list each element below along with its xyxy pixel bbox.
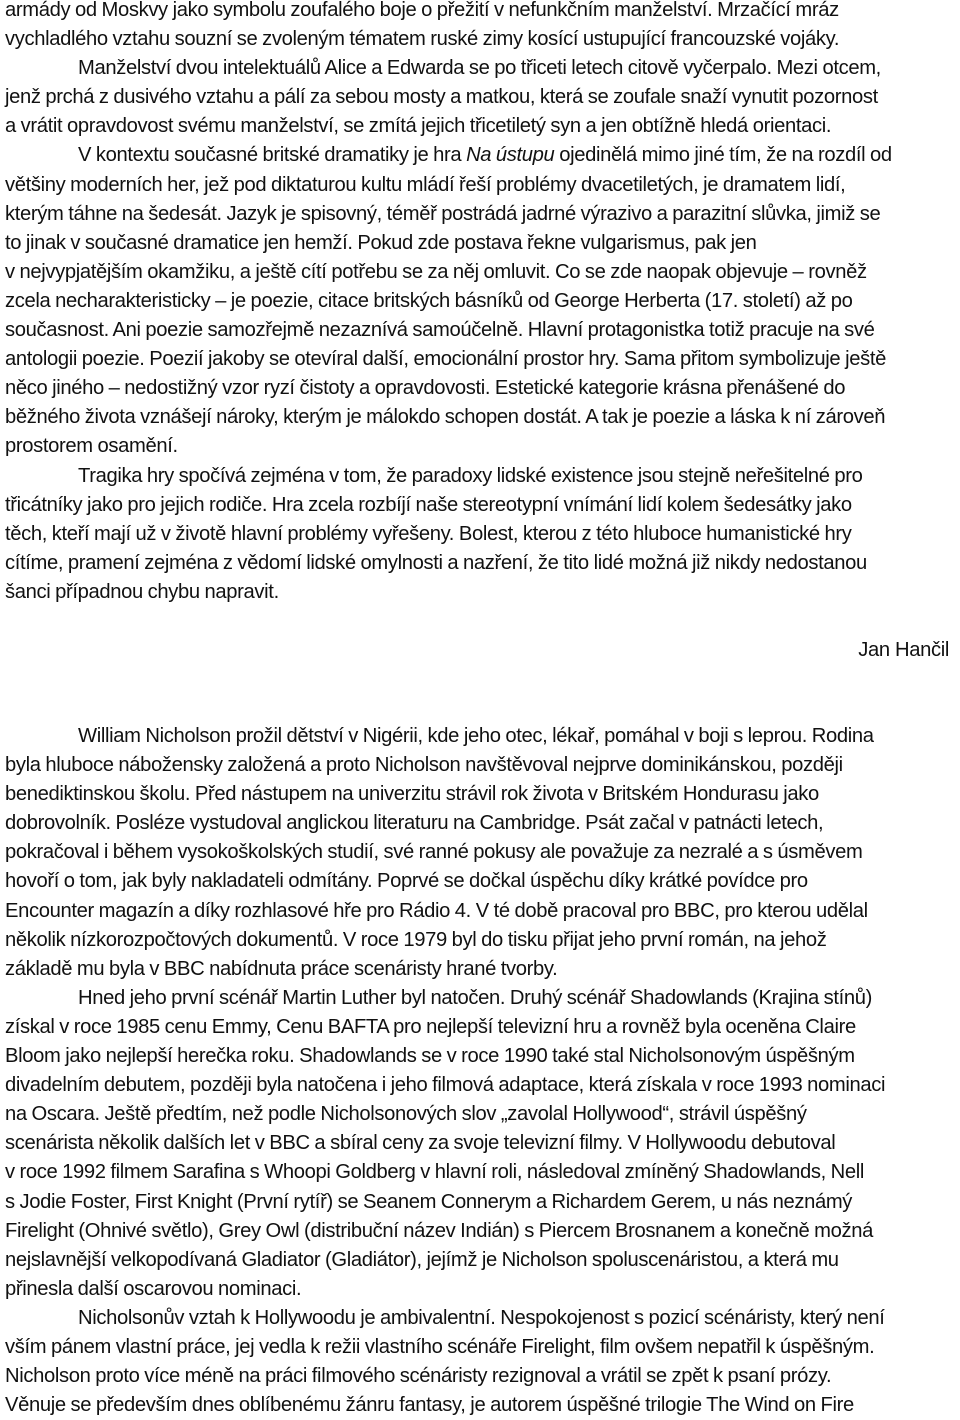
text-line: Nicholson proto více méně na práci filmového scénáristy rezignoval a vrátil se zpět k psaní prózy. [5, 1365, 832, 1388]
text-line: antologii poezie. Poezií jakoby se otevíral další, emocionální prostor hry. Sama přitom symbolizuje ještě [5, 348, 886, 371]
biography-text [5, 722, 955, 1420]
text-line: vychladlého vztahu souzní se zvoleným tématem ruské zimy kosící ustupující francouzské vojáky. [5, 28, 840, 51]
text-line: Hned jeho první scénář Martin Luther byl natočen. Druhý scénář Shadowlands (Krajina stínů) [78, 986, 872, 1009]
text-line: v roce 1992 filmem Sarafina s Whoopi Goldberg v hlavní roli, následoval zmíněný Shadowlands, Nell [5, 1161, 864, 1184]
text-line: a vrátit opravdovost svému manželství, se zmítá jejich třicetiletý syn a jen obtížně hledá orientaci. [5, 115, 832, 138]
text-line: Nicholsonův vztah k Hollywoodu je ambivalentní. Nespokojenost s pozicí scénáristy, který není [78, 1306, 885, 1329]
text-line: hovoří o tom, jak byly nakladateli odmítány. Poprvé se dočkal úspěchu díky krátké povídce pro [5, 870, 808, 893]
text-line: současnost. Ani poezie samozřejmě nezaznívá samoúčelně. Hlavní protagonistka totiž pracuje na své [5, 319, 875, 342]
text-line: nejslavnější velkopodívaná Gladiator (Gladiátor), jejímž je Nicholson spoluscenáristou, a která mu [5, 1248, 839, 1271]
text-line: získal v roce 1985 cenu Emmy, Cenu BAFTA pro nejlepší televizní hru a rovněž byla oceněna Claire [5, 1015, 856, 1038]
text-line: v nejvypjatějším okamžiku, a ještě cítí potřebu se za něj omluvit. Co se zde naopak objevuje – rovněž [5, 260, 867, 283]
text-line: šanci případnou chybu napravit. [5, 580, 279, 603]
text-line: V kontextu současné britské dramatiky je hra Na ústupu ojedinělá mimo jiné tím, že na rozdíl od [78, 144, 892, 167]
text-line: cítíme, pramení zejména z vědomí lidské omylnosti a nazření, že tito lidé možná již nikdy nedostanou [5, 551, 867, 574]
text-line: to jinak v současné dramatice jen hemží. Pokud zde postava řekne vulgarismus, pak jen [5, 231, 757, 254]
text-line: Tragika hry spočívá zejména v tom, že paradoxy lidské existence jsou stejně neřešitelné pro [78, 464, 863, 487]
text-line: jenž prchá z dusivého vztahu a pálí za sebou mosty a matkou, která se zoufale snaží vynutit pozornost [5, 86, 878, 109]
text-line: zcela necharakteristicky – je poezie, citace britských básníků od George Herberta (17. století) až po [5, 289, 853, 312]
text-line: pokračoval i během vysokoškolských studií, své ranné pokusy ale považuje za nezralé a s úsměvem [5, 841, 863, 864]
text-line: William Nicholson prožil dětství v Nigérii, kde jeho otec, lékař, pomáhal v boji s leprou. Rodina [78, 725, 874, 747]
text-line: kterým táhne na šedesát. Jazyk je spisovný, téměř postrádá jadrné výrazivo a parazitní slůvka, jimiž se [5, 202, 881, 225]
text-line: přinesla další oscarovou nominaci. [5, 1277, 302, 1300]
text-line: Bloom jako nejlepší herečka roku. Shadowlands se v roce 1990 také stal Nicholsonovým úspěšným [5, 1045, 855, 1068]
text-line: Firelight (Ohnivé světlo), Grey Owl (distribuční název Indián) s Piercem Brosnanem a konečně možná [5, 1219, 874, 1242]
text-line: benediktinskou školu. Před nástupem na univerzitu strávil rok života v Britském Hondurasu jako [5, 783, 819, 806]
text-line: Manželství dvou intelektuálů Alice a Edwarda se po třiceti letech citově vyčerpalo. Mezi otcem, [78, 57, 881, 80]
text-line: prostorem osamění. [5, 435, 178, 458]
text-line: armády od Moskvy jako symbolu zoufalého boje o přežití v nefunkčním manželství. Mrzačící mráz [5, 0, 839, 21]
text-line: scenárista několik dalších let v BBC a sbíral ceny za svoje televizní filmy. V Hollywoodu debutoval [5, 1132, 836, 1155]
text-line: dobrovolník. Posléze vystudoval anglickou literaturu na Cambridge. Psát začal v patnácti letech, [5, 812, 824, 835]
text-line: na Oscara. Ještě předtím, než podle Nicholsonových slov „zavolal Hollywood“, strávil úspěšný [5, 1103, 807, 1126]
text-line: těch, kteří mají už v životě hlavní problémy vyřešeny. Bolest, kterou z této hluboce humanistické hry [5, 522, 852, 545]
text-line: vším pánem vlastní práce, jej vedla k režii vlastního scénáře Firelight, film ovšem nepatřil k úspěšným. [5, 1335, 875, 1358]
text-line: běžného života vznášejí nároky, kterým je málokdo schopen dostát. A tak je poezie a láska k ní zároveň [5, 406, 886, 429]
text-line: něco jiného – nedostižný vzor ryzí čistoty a opravdovosti. Estetické kategorie krásna přenášené do [5, 377, 846, 400]
text-line: Encounter magazín a díky rozhlasové hře pro Rádio 4. V té době pracoval pro BBC, pro kterou udělal [5, 899, 868, 922]
review-text [5, 0, 955, 607]
text-line: byla hluboce nábožensky založená a proto Nicholson navštěvoval nejprve dominikánskou, později [5, 754, 843, 777]
text-line: Věnuje se především dnes oblíbenému žánru fantasy, je autorem úspěšné trilogie The Wind on Fire [5, 1394, 854, 1417]
text-line: několik nízkorozpočtových dokumentů. V roce 1979 byl do tisku přijat jeho první román, na jehož [5, 928, 827, 951]
text-line: divadelním debutem, později byla natočena i jeho filmová adaptace, která získala v roce 1993 nominaci [5, 1074, 886, 1097]
text-line: třicátníky jako pro jejich rodiče. Hra zcela rozbíjí naše stereotypní vnímání lidí kolem šedesátky jako [5, 493, 852, 516]
play-title: Na ústupu [466, 144, 555, 167]
author-signature: Jan Hančil [858, 639, 949, 661]
text-line: většiny moderních her, jež pod diktaturou kultu mládí řeší problémy dvacetiletých, je dramatem lidí, [5, 173, 846, 196]
text-line: základě mu byla v BBC nabídnuta práce scenáristy hrané tvorby. [5, 957, 558, 980]
text-line: s Jodie Foster, First Knight (První rytíř) se Seanem Connerym a Richardem Gerem, u nás neznámý [5, 1190, 853, 1213]
